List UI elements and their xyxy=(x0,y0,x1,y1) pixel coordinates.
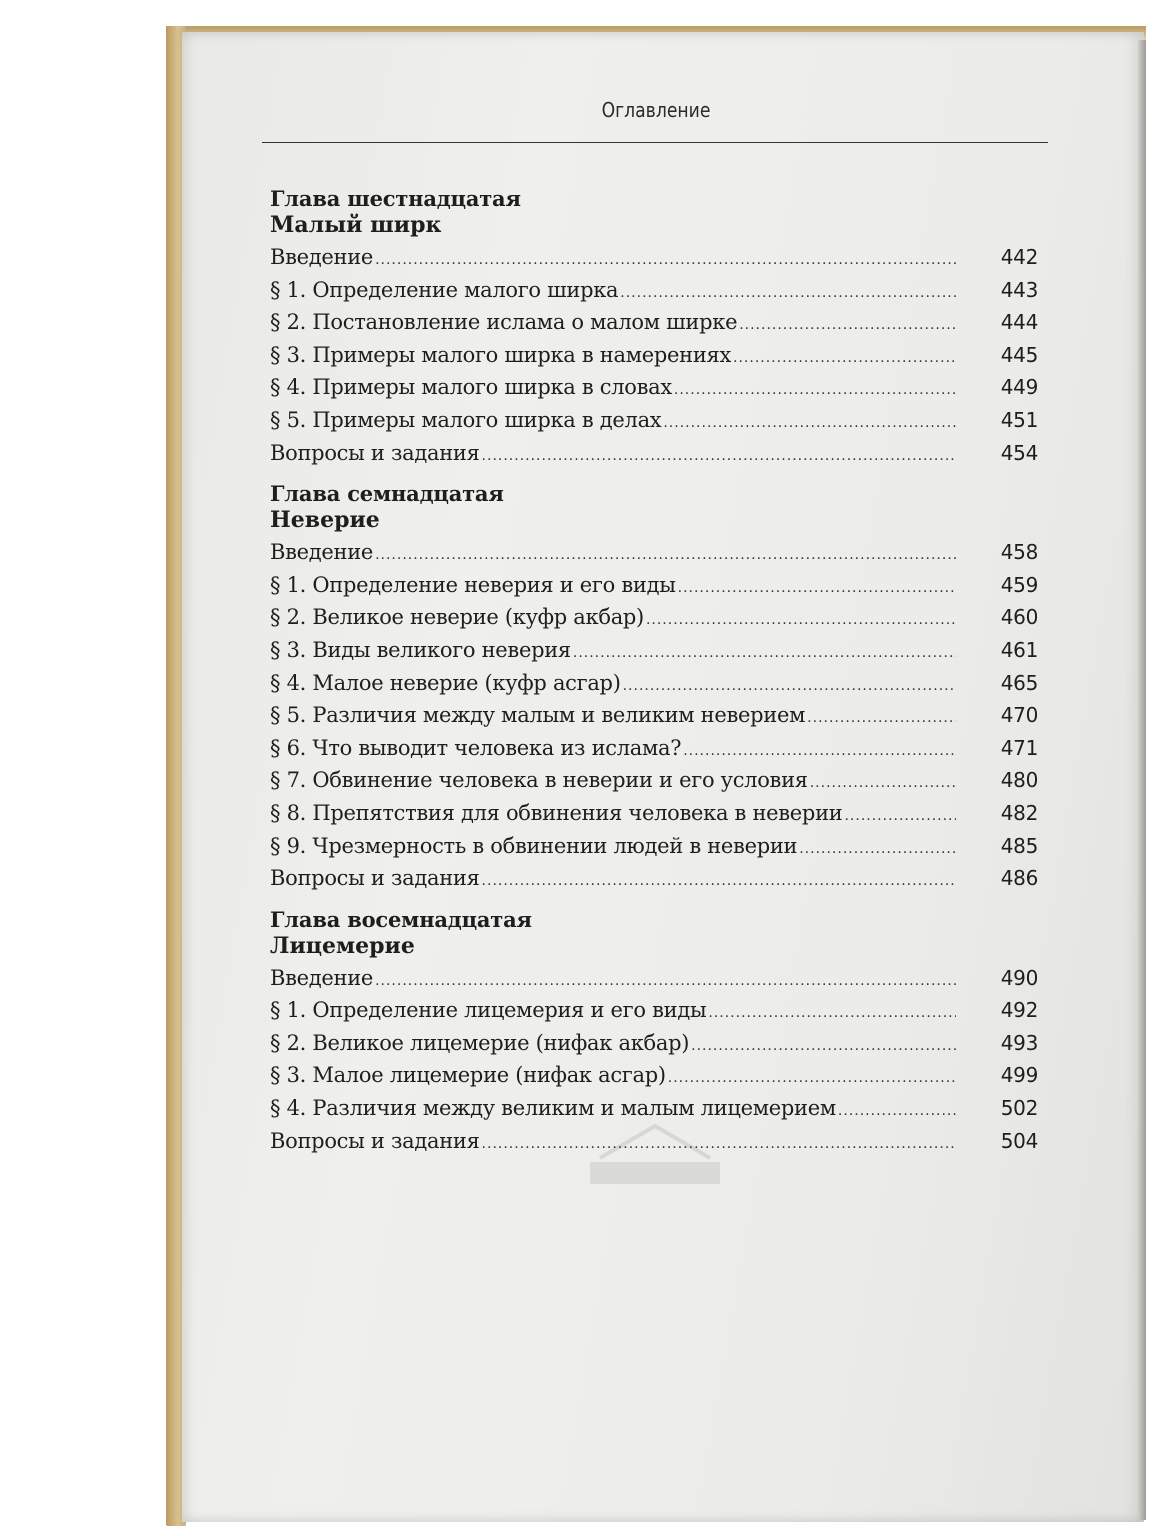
toc-page-number: 499 xyxy=(1000,1063,1038,1088)
toc-page-number: 471 xyxy=(1000,735,1038,760)
toc-entry[interactable] xyxy=(270,538,1038,571)
running-head: Оглавление xyxy=(601,98,711,122)
toc-entry[interactable] xyxy=(270,373,1038,406)
dot-leader xyxy=(810,769,956,799)
toc-entry-text: Вопросы и задания xyxy=(270,866,480,891)
toc-entry[interactable] xyxy=(270,799,1038,832)
dot-leader xyxy=(799,835,956,865)
toc-entry[interactable] xyxy=(270,308,1038,341)
toc-page-number: 465 xyxy=(1000,670,1038,695)
toc-entry[interactable] xyxy=(270,734,1038,767)
dot-leader xyxy=(620,279,956,309)
toc-entry-text: § 8. Препятствия для обвинения человека в неверии xyxy=(270,800,843,825)
dot-leader xyxy=(838,1097,956,1127)
chapter-label: Глава восемнадцатая xyxy=(270,906,532,932)
toc-entry-text: § 4. Малое неверие (куфр асгар) xyxy=(270,670,621,695)
toc-page-number: 454 xyxy=(1000,440,1038,465)
toc-page-number: 458 xyxy=(1000,540,1038,565)
toc-page-number: 451 xyxy=(1000,407,1038,432)
toc-entry-text: § 4. Различия между великим и малым лицемерием xyxy=(270,1096,836,1121)
dot-leader xyxy=(844,802,956,832)
toc-entry-text: Введение xyxy=(270,965,374,990)
toc-page-number: 445 xyxy=(1000,342,1038,367)
toc-entry[interactable] xyxy=(270,864,1038,897)
dot-leader xyxy=(691,1032,956,1062)
toc-page-number: 480 xyxy=(1000,768,1038,793)
dot-leader xyxy=(807,704,956,734)
toc-entry[interactable] xyxy=(270,636,1038,669)
toc-entry-text: § 3. Виды великого неверия xyxy=(270,637,571,662)
toc-entry[interactable] xyxy=(270,439,1038,472)
toc-entry[interactable] xyxy=(270,1094,1038,1127)
toc-entry-text: § 1. Определение лицемерия и его виды xyxy=(270,998,707,1023)
toc-entry[interactable] xyxy=(270,1127,1038,1160)
toc-entry-text: Вопросы и задания xyxy=(270,440,480,465)
dot-leader xyxy=(733,344,956,374)
chapter-label: Глава семнадцатая xyxy=(270,481,504,507)
dot-leader xyxy=(683,737,956,767)
toc-entry[interactable] xyxy=(270,996,1038,1029)
dot-leader xyxy=(668,1064,956,1094)
page-stack-edge xyxy=(1138,40,1146,1520)
toc-entry-text: § 7. Обвинение человека в неверии и его условия xyxy=(270,768,808,793)
dot-leader xyxy=(375,246,956,276)
toc-entry-text: § 4. Примеры малого ширка в словах xyxy=(270,375,672,400)
toc-entry-text: § 5. Примеры малого ширка в делах xyxy=(270,407,662,432)
toc-entry-text: § 5. Различия между малым и великим неверием xyxy=(270,703,806,728)
dot-leader xyxy=(739,311,956,341)
chapter-18 xyxy=(270,907,1038,1160)
toc-entry[interactable] xyxy=(270,1029,1038,1062)
toc-page-number: 504 xyxy=(1000,1128,1038,1153)
toc-entry[interactable] xyxy=(270,276,1038,309)
toc-page-number: 444 xyxy=(1000,310,1038,335)
toc-entry[interactable] xyxy=(270,406,1038,439)
dot-leader xyxy=(482,442,956,472)
toc-entry[interactable] xyxy=(270,1061,1038,1094)
toc-entry-text: § 3. Малое лицемерие (нифак асгар) xyxy=(270,1063,666,1088)
dot-leader xyxy=(708,999,956,1029)
toc-entry-text: Введение xyxy=(270,540,374,565)
toc-page-number: 493 xyxy=(1000,1030,1038,1055)
toc-entry-text: § 2. Великое лицемерие (нифак акбар) xyxy=(270,1030,690,1055)
toc-entry-text: § 1. Определение неверия и его виды xyxy=(270,572,676,597)
dot-leader xyxy=(623,672,956,702)
table-of-contents xyxy=(270,186,1038,1169)
chapter-title: Лицемерие xyxy=(270,932,415,959)
toc-entry-text: Введение xyxy=(270,245,374,269)
toc-entry[interactable] xyxy=(270,964,1038,997)
chapter-label: Глава шестнадцатая xyxy=(270,186,521,211)
toc-page-number: 443 xyxy=(1000,277,1038,302)
dot-leader xyxy=(375,967,956,997)
toc-page-number: 482 xyxy=(1000,800,1038,825)
dot-leader xyxy=(646,606,956,636)
chapter-17 xyxy=(270,481,1038,897)
toc-entry[interactable] xyxy=(270,669,1038,702)
toc-entry-text: § 3. Примеры малого ширка в намерениях xyxy=(270,342,732,367)
toc-entry-text: § 6. Что выводит человека из ислама? xyxy=(270,735,682,760)
toc-page-number: 502 xyxy=(1000,1096,1038,1121)
toc-page-number: 485 xyxy=(1000,833,1038,858)
toc-entry[interactable] xyxy=(270,832,1038,865)
toc-entry-text: § 9. Чрезмерность в обвинении людей в неверии xyxy=(270,833,798,858)
dot-leader xyxy=(674,376,956,406)
toc-entry[interactable] xyxy=(270,766,1038,799)
toc-page-number: 461 xyxy=(1000,637,1038,662)
toc-page-number: 490 xyxy=(1000,965,1038,990)
toc-entry[interactable] xyxy=(270,341,1038,374)
toc-entry[interactable] xyxy=(270,243,1038,276)
dot-leader xyxy=(678,574,956,604)
toc-entry[interactable] xyxy=(270,603,1038,636)
toc-page-number: 442 xyxy=(1000,245,1038,269)
dot-leader xyxy=(482,1130,956,1160)
chapter-title: Малый ширк xyxy=(270,212,442,238)
header-rule xyxy=(262,142,1048,143)
toc-entry[interactable] xyxy=(270,701,1038,734)
toc-entry-text: Вопросы и задания xyxy=(270,1128,480,1153)
toc-entry-text: § 2. Постановление ислама о малом ширке xyxy=(270,310,738,335)
toc-page-number: 449 xyxy=(1000,375,1038,400)
dot-leader xyxy=(375,541,956,571)
dot-leader xyxy=(482,867,956,897)
dot-leader xyxy=(573,639,956,669)
toc-page-number: 470 xyxy=(1000,703,1038,728)
toc-entry-text: § 2. Великое неверие (куфр акбар) xyxy=(270,605,644,630)
toc-entry-text: § 1. Определение малого ширка xyxy=(270,277,619,302)
chapter-title: Неверие xyxy=(270,507,380,534)
toc-page-number: 492 xyxy=(1000,998,1038,1023)
toc-page-number: 460 xyxy=(1000,605,1038,630)
toc-page-number: 459 xyxy=(1000,572,1038,597)
chapter-16 xyxy=(270,186,1038,471)
toc-page-number: 486 xyxy=(1000,866,1038,891)
toc-entry[interactable] xyxy=(270,571,1038,604)
dot-leader xyxy=(663,409,956,439)
